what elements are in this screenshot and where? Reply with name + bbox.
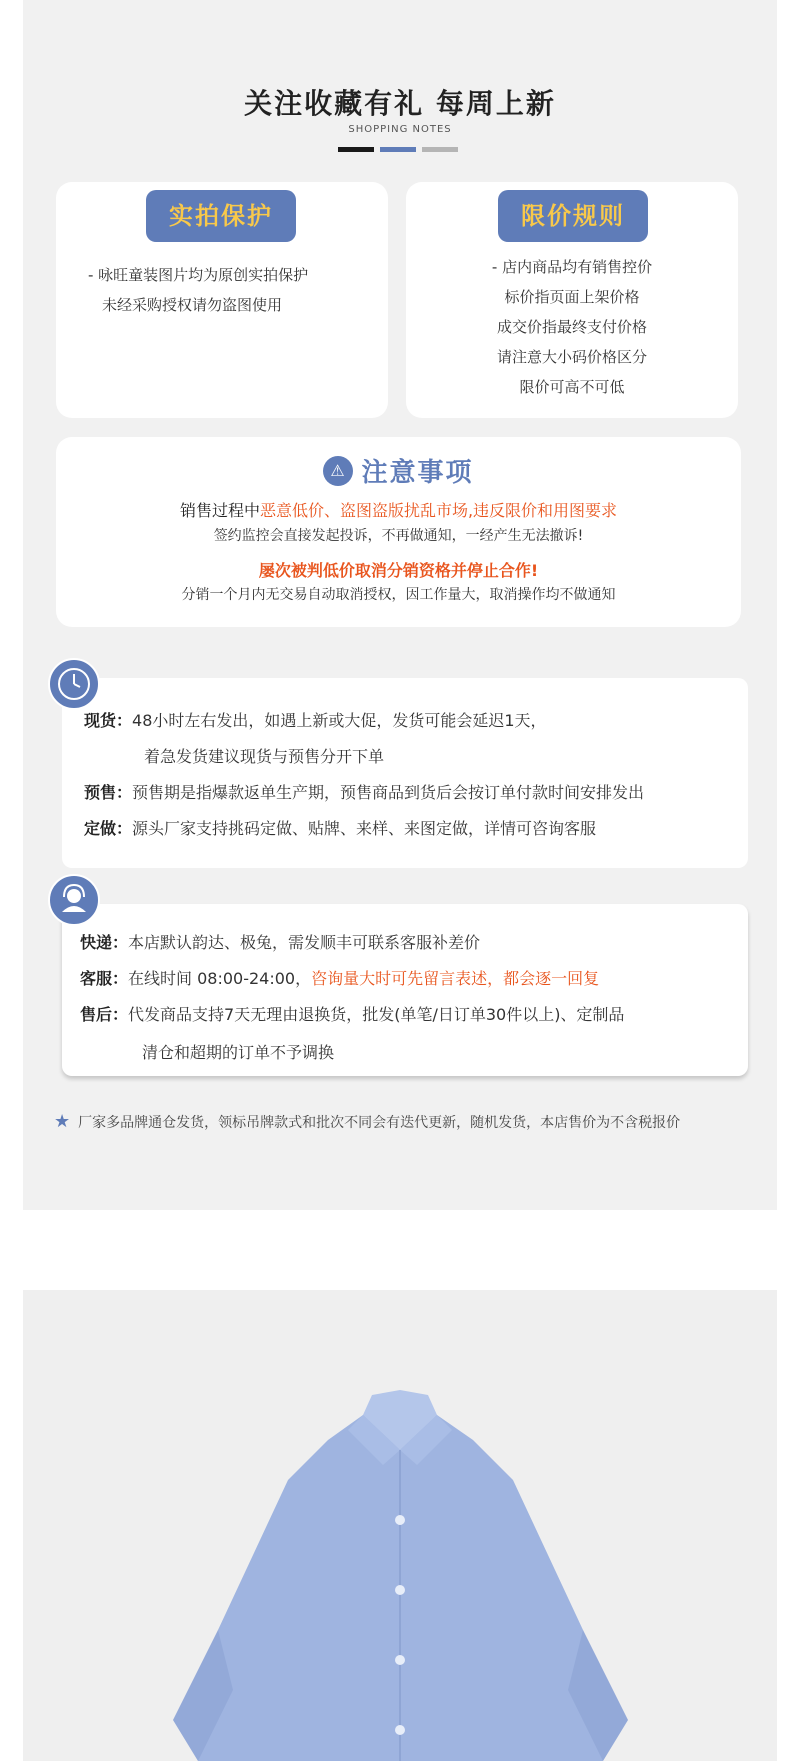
custom-row (84, 816, 596, 839)
spot-text: 48小时左右发出，如遇上新或大促，发货可能会延迟1天， (132, 711, 547, 730)
presale-text: 预售期是指爆款返单生产期，预售商品到货后会按订单付款时间安排发出 (132, 783, 645, 802)
spot-highlight: 着急发货建议现货与预售分开下单 (144, 747, 385, 766)
warning-icon: ⚠ (323, 456, 353, 486)
notice-heading (56, 452, 741, 489)
page-title: 关注收藏有礼 每周上新 (244, 87, 556, 120)
bar-gray (422, 147, 458, 152)
presale-label: 预售： (84, 783, 133, 802)
price-line-3: 成交价指最终支付价格 (496, 318, 647, 336)
after-sale-row-2: 清仓和超期的订单不予调换 (142, 1043, 335, 1062)
product-image-panel (23, 1290, 777, 1761)
after-text: 代发商品支持7天无理由退换货，批发(单笔/日订单30件以上)、定制品 (128, 1005, 625, 1024)
cs-row (80, 966, 599, 989)
spot-label: 现货： (84, 711, 133, 730)
price-rule-lines (406, 252, 738, 402)
cs-highlight: 咨询量大时可先留言表述，都会逐一回复 (311, 969, 600, 988)
cs-text: 在线时间 08:00-24:00， (128, 969, 312, 988)
notice-line-1-prefix: 销售过程中 (179, 501, 260, 520)
bar-blue (380, 147, 416, 152)
notice-line-3: 屡次被判低价取消分销资格并停止合作! (258, 561, 539, 580)
title-underline-bars (338, 147, 458, 152)
express-label: 快递： (80, 933, 129, 952)
custom-label: 定做： (84, 819, 133, 838)
price-line-2: 标价指页面上架价格 (504, 288, 640, 306)
stock-card (62, 678, 748, 868)
page-subtitle: SHOPPING NOTES (348, 124, 452, 135)
price-rule-badge: 限价规则 (498, 190, 648, 242)
notice-title: 注意事项 (361, 458, 474, 488)
cs-label: 客服： (80, 969, 129, 988)
photo-line-1: - 咏旺童装图片均为原创实拍保护 (88, 266, 309, 284)
customer-service-icon (48, 874, 100, 926)
custom-text: 源头厂家支持挑码定做、贴牌、来样、来图定做，详情可咨询客服 (132, 819, 597, 838)
photo-line-2: 未经采购授权请勿盗图使用 (102, 296, 283, 314)
footer-note (54, 1111, 680, 1132)
clock-icon (48, 658, 100, 710)
price-line-1: - 店内商品均有销售控价 (491, 258, 653, 276)
footer-note-text: 厂家多品牌通仓发货，领标吊牌款式和批次不同会有迭代更新，随机发货，本店售价为不含税报价 (78, 1114, 681, 1131)
notice-line-2: 签约监控会直接发起投诉，不再做通知，一经产生无法撤诉! (213, 528, 584, 544)
photo-protection-badge: 实拍保护 (146, 190, 296, 242)
price-line-5: 限价可高不可低 (519, 378, 625, 396)
shirt-image (23, 1290, 777, 1761)
express-text: 本店默认韵达、极兔，需发顺丰可联系客服补差价 (128, 933, 481, 952)
star-icon: ★ (54, 1111, 71, 1132)
after-sale-row (80, 1002, 624, 1025)
after-label: 售后： (80, 1005, 129, 1024)
bar-black (338, 147, 374, 152)
presale-row (84, 780, 644, 803)
notice-line-1-highlight: 恶意低价、盗图盗版扰乱市场,违反限价和用图要求 (259, 501, 618, 520)
notice-line-4: 分销一个月内无交易自动取消授权，因工作量大，取消操作均不做通知 (181, 587, 616, 603)
price-line-4: 请注意大小码价格区分 (496, 348, 647, 366)
notice-line-1 (56, 498, 741, 521)
express-row (80, 930, 480, 953)
spot-row (84, 708, 547, 731)
